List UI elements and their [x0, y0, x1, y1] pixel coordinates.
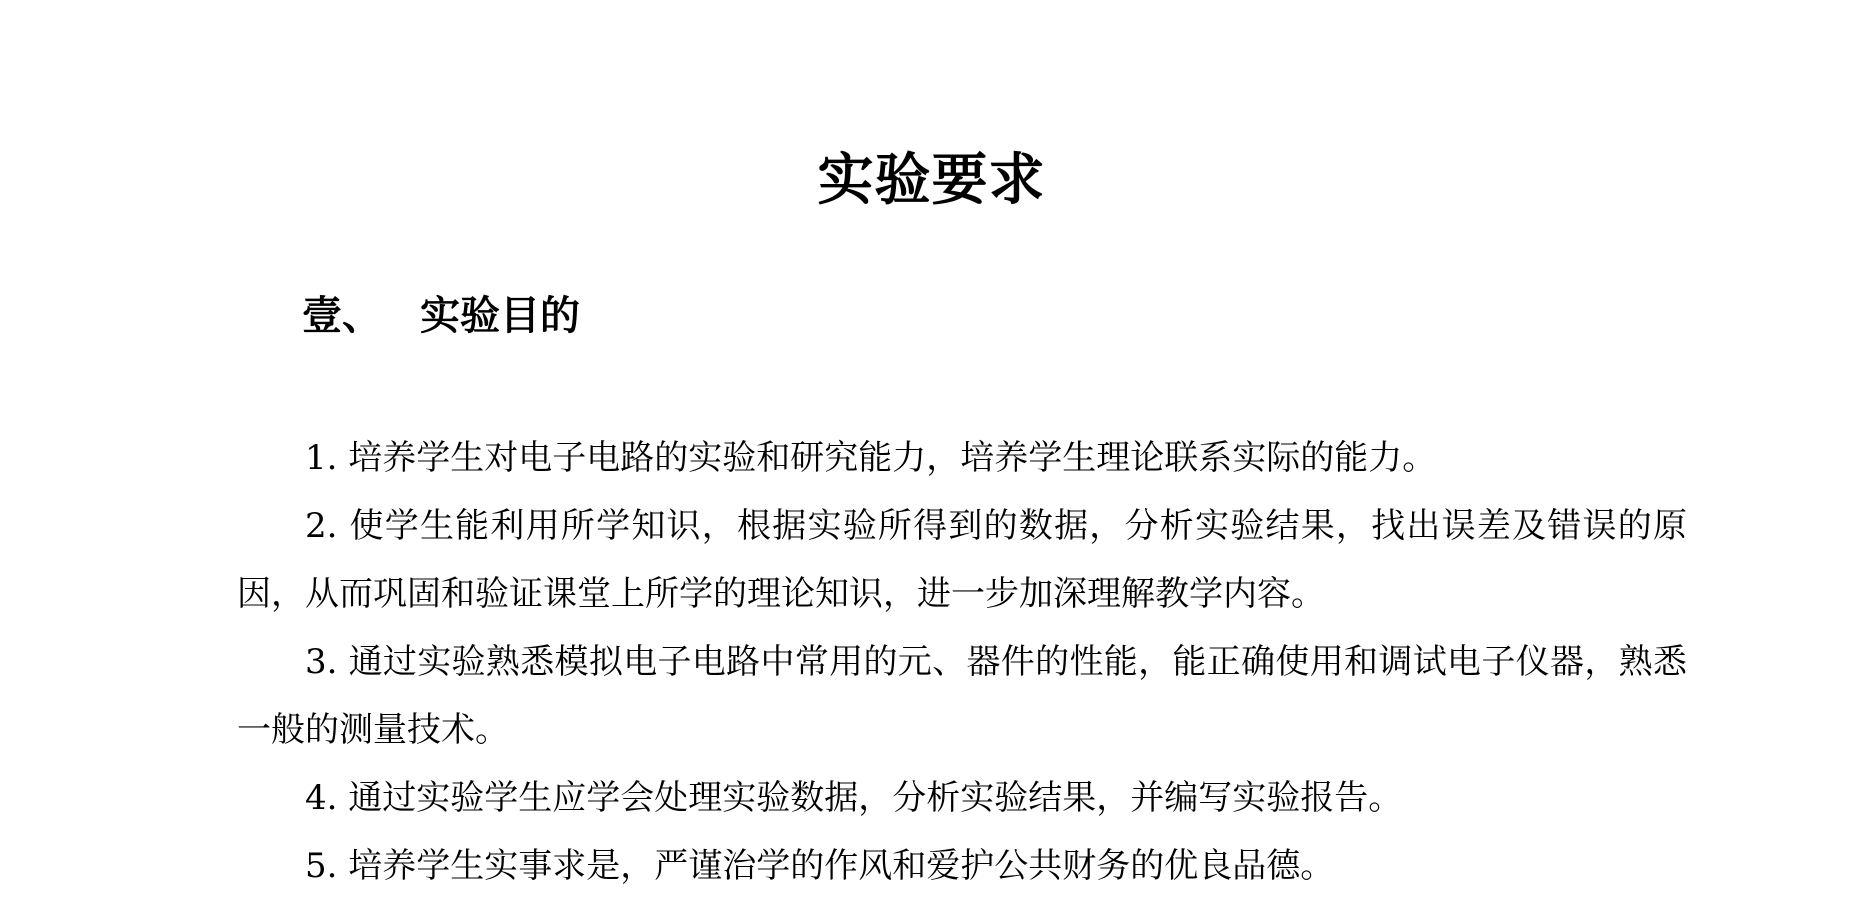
objective-item-2: 2. 使学生能利用所学知识，根据实验所得到的数据，分析实验结果，找出误差及错误的原因，从而巩固和验证课堂上所学的理论知识，进一步加深理解教学内容。 [237, 506, 1687, 614]
objectives-list [237, 424, 1687, 900]
section-heading [302, 288, 580, 344]
objective-item-5: 5. 培养学生实事求是，严谨治学的作风和爱护公共财务的优良品德。 [305, 846, 1335, 886]
objective-item-1: 1. 培养学生对电子电路的实验和研究能力，培养学生理论联系实际的能力。 [305, 438, 1437, 478]
page-title: 实验要求 [817, 148, 1046, 213]
section-title: 实验目的 [420, 293, 580, 339]
section-number: 壹、 [302, 293, 382, 339]
objective-item-3: 3. 通过实验熟悉模拟电子电路中常用的元、器件的性能，能正确使用和调试电子仪器，熟悉一般的测量技术。 [237, 642, 1687, 750]
objective-item-4: 4. 通过实验学生应学会处理实验数据，分析实验结果，并编写实验报告。 [305, 778, 1403, 818]
